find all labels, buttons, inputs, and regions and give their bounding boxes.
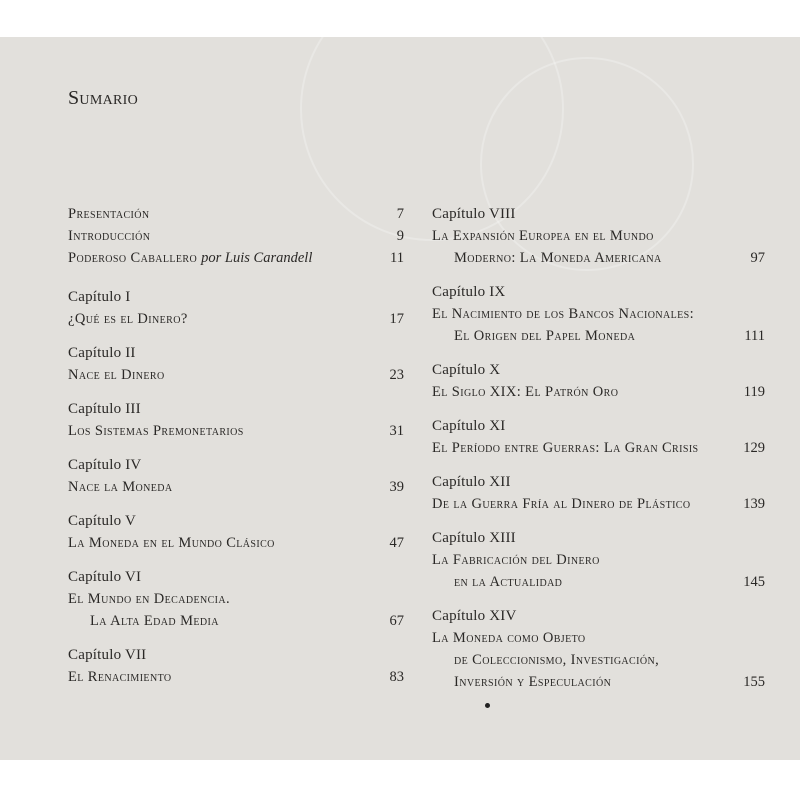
toc-entry-page: 7: [396, 206, 404, 222]
toc-entry-title: Presentación: [68, 206, 150, 222]
toc-right-column: [432, 203, 765, 693]
toc-chapter-entry: [68, 286, 404, 330]
left-chapter-list: [68, 286, 404, 688]
toc-chapter-entry: [68, 644, 404, 688]
chapter-label: Capítulo VI: [68, 569, 142, 585]
chapter-title: de Coleccionismo, Investigación,: [454, 652, 660, 668]
page-dot: [485, 703, 490, 708]
chapter-label: Capítulo I: [68, 289, 131, 305]
chapter-title-line: [432, 549, 765, 571]
toc-left-column: [68, 203, 404, 688]
chapter-title: El Siglo XIX: El Patrón Oro: [432, 384, 619, 400]
right-chapter-list: [432, 203, 765, 693]
chapter-title-line: [68, 610, 404, 632]
chapter-title: El Nacimiento de los Bancos Nacionales:: [432, 306, 695, 322]
chapter-title-line: [68, 666, 404, 688]
chapter-title-line: [68, 476, 404, 498]
toc-chapter-entry: [432, 281, 765, 347]
chapter-title: De la Guerra Fría al Dinero de Plástico: [432, 496, 691, 512]
chapter-page-number: 129: [743, 440, 765, 456]
chapter-title: El Renacimiento: [68, 669, 172, 685]
chapter-title-line: [68, 532, 404, 554]
chapter-title-line: [432, 671, 765, 693]
chapter-label: Capítulo XIII: [432, 530, 516, 546]
chapter-label: Capítulo II: [68, 345, 136, 361]
chapter-title: Moderno: La Moneda Americana: [454, 250, 662, 266]
chapter-title-line: [68, 588, 404, 610]
chapter-title: en la Actualidad: [454, 574, 563, 590]
chapter-title-line: [432, 247, 765, 269]
toc-entry-title-main: Poderoso Caballero: [68, 250, 202, 266]
chapter-label: Capítulo XI: [432, 418, 506, 434]
chapter-page-number: 17: [389, 311, 404, 327]
chapter-title: Nace la Moneda: [68, 479, 173, 495]
chapter-label: Capítulo IV: [68, 457, 142, 473]
toc-chapter-entry: [68, 566, 404, 632]
toc-entry-page: 11: [390, 250, 404, 266]
spacer: [68, 269, 404, 286]
chapter-page-number: 145: [743, 574, 765, 590]
chapter-page-number: 111: [744, 328, 765, 344]
toc-chapter-entry: [68, 398, 404, 442]
toc-entry-title: Introducción: [68, 228, 151, 244]
toc-chapter-entry: [432, 203, 765, 269]
chapter-title-line: [432, 225, 765, 247]
chapter-page-number: 139: [743, 496, 765, 512]
chapter-label: Capítulo VII: [68, 647, 147, 663]
chapter-title-line: [432, 649, 765, 671]
chapter-title: El Origen del Papel Moneda: [454, 328, 636, 344]
chapter-title-line: [432, 381, 765, 403]
chapter-title: El Período entre Guerras: La Gran Crisis: [432, 440, 699, 456]
chapter-title: ¿Qué es el Dinero?: [68, 311, 188, 327]
toc-chapter-entry: [432, 471, 765, 515]
chapter-title: La Moneda como Objeto: [432, 630, 586, 646]
chapter-label: Capítulo VIII: [432, 206, 516, 222]
chapter-title-line: [432, 437, 765, 459]
chapter-title: El Mundo en Decadencia.: [68, 591, 231, 607]
chapter-title-line: [68, 308, 404, 330]
toc-entry-page: 9: [396, 228, 404, 244]
chapter-page-number: 47: [389, 535, 404, 551]
chapter-title: Nace el Dinero: [68, 367, 165, 383]
chapter-title: La Moneda en el Mundo Clásico: [68, 535, 275, 551]
chapter-title-line: [432, 493, 765, 515]
chapter-page-number: 97: [750, 250, 765, 266]
chapter-page-number: 83: [389, 669, 404, 685]
chapter-page-number: 155: [743, 674, 765, 690]
page-title: Sumario: [68, 87, 139, 109]
toc-entry-title: [68, 247, 312, 269]
toc-entry-poderoso-caballero: [68, 247, 404, 269]
toc-entry-presentacion: [68, 203, 404, 225]
toc-chapter-entry: [68, 510, 404, 554]
chapter-title-line: [432, 627, 765, 649]
chapter-label: Capítulo X: [432, 362, 501, 378]
chapter-title: La Expansión Europea en el Mundo: [432, 228, 654, 244]
toc-chapter-entry: [68, 454, 404, 498]
chapter-title-line: [68, 364, 404, 386]
toc-chapter-entry: [432, 605, 765, 693]
chapter-label: Capítulo III: [68, 401, 141, 417]
chapter-title-line: [432, 571, 765, 593]
toc-chapter-entry: [68, 342, 404, 386]
chapter-label: Capítulo IX: [432, 284, 506, 300]
chapter-label: Capítulo V: [68, 513, 136, 529]
chapter-title-line: [432, 303, 765, 325]
chapter-page-number: 39: [389, 479, 404, 495]
front-matter: [68, 203, 404, 269]
chapter-title-line: [68, 420, 404, 442]
chapter-title: La Fabricación del Dinero: [432, 552, 600, 568]
toc-chapter-entry: [432, 415, 765, 459]
chapter-page-number: 67: [389, 613, 404, 629]
chapter-title: Los Sistemas Premonetarios: [68, 423, 244, 439]
book-page: [0, 37, 800, 760]
toc-entry-introduccion: [68, 225, 404, 247]
chapter-label: Capítulo XII: [432, 474, 511, 490]
chapter-title-line: [432, 325, 765, 347]
toc-chapter-entry: [432, 527, 765, 593]
chapter-page-number: 119: [743, 384, 765, 400]
chapter-label: Capítulo XIV: [432, 608, 517, 624]
chapter-title: La Alta Edad Media: [90, 613, 219, 629]
toc-chapter-entry: [432, 359, 765, 403]
chapter-title: Inversión y Especulación: [454, 674, 612, 690]
chapter-page-number: 31: [389, 423, 404, 439]
toc-entry-author: por Luis Carandell: [201, 250, 313, 266]
chapter-page-number: 23: [389, 367, 404, 383]
